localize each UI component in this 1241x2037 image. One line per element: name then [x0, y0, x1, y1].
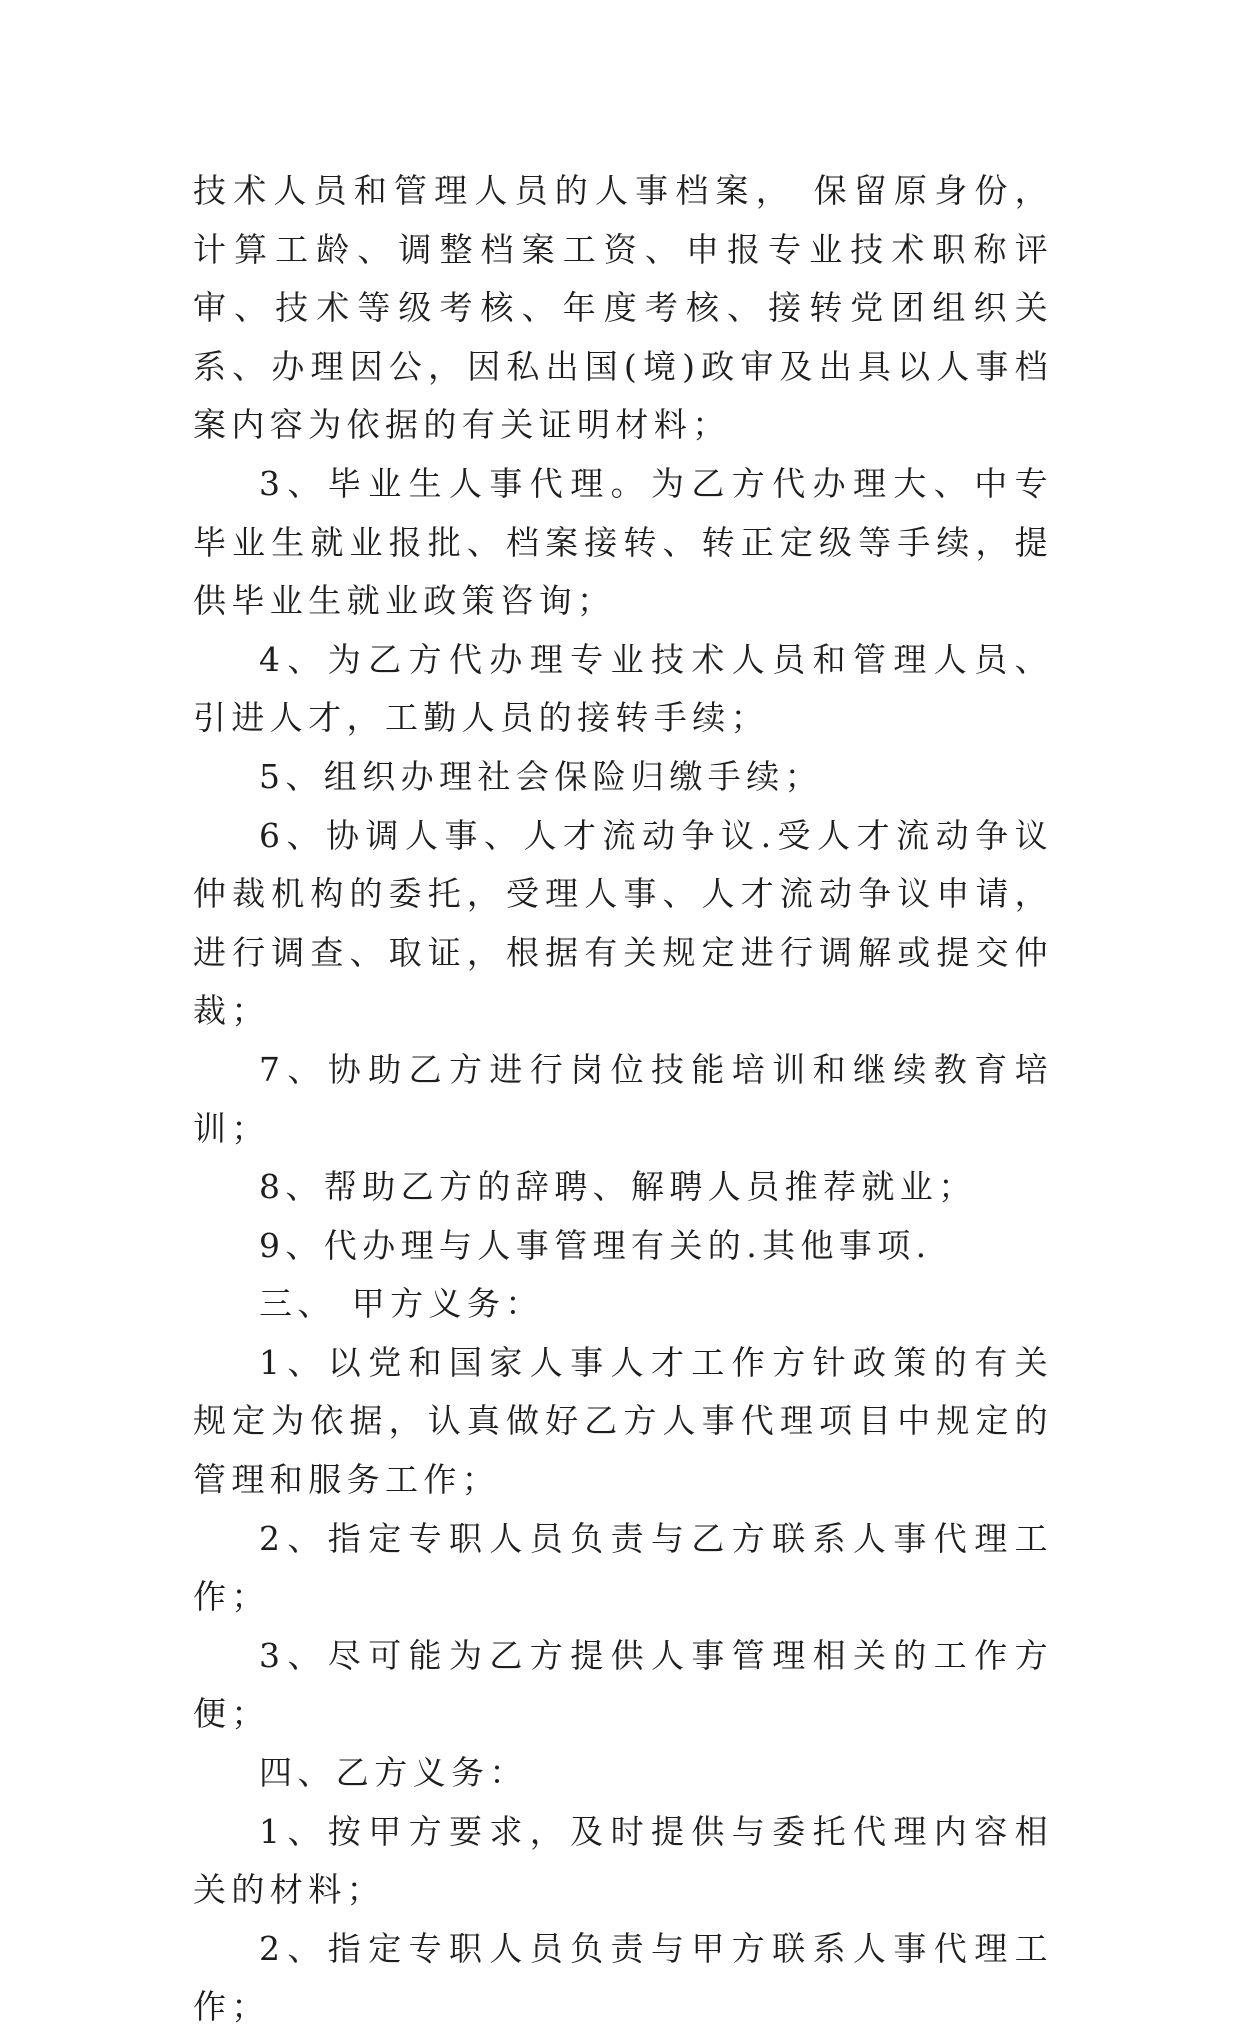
paragraph-party-b-1: 1、按甲方要求，及时提供与委托代理内容相关的材料；	[193, 1811, 1053, 1910]
paragraph-party-a-2: 2、指定专职人员负责与乙方联系人事代理工作；	[193, 1518, 1053, 1617]
paragraph-item-8: 8、帮助乙方的辞聘、解聘人员推荐就业；	[259, 1167, 977, 1207]
paragraph-item-7: 7、协助乙方进行岗位技能培训和继续教育培训；	[193, 1049, 1053, 1148]
document-body	[193, 162, 1053, 2037]
section-heading-party-b-obligations: 四、乙方义务：	[259, 1753, 528, 1793]
paragraph-party-b-2: 2、指定专职人员负责与甲方联系人事代理工作；	[193, 1928, 1053, 2027]
paragraph-item-5: 5、组织办理社会保险归缴手续；	[259, 756, 823, 796]
paragraph-item-6: 6、协调人事、人才流动争议.受人才流动争议仲裁机构的委托，受理人事、人才流动争议申请，进行调查、取证，根据有关规定进行调解或提交仲裁；	[193, 815, 1053, 1031]
paragraph-item-3: 3、毕业生人事代理。为乙方代办理大、中专毕业生就业报批、档案接转、转正定级等手续，提供毕业生就业政策咨询；	[193, 463, 1053, 621]
paragraph-party-a-3: 3、尽可能为乙方提供人事管理相关的工作方便；	[193, 1635, 1053, 1734]
paragraph-party-a-1: 1、以党和国家人事人才工作方针政策的有关规定为依据，认真做好乙方人事代理项目中规定的管理和服务工作；	[193, 1342, 1053, 1500]
paragraph-item-9: 9、代办理与人事管理有关的.其他事项.	[259, 1225, 932, 1265]
paragraph-item-4: 4、为乙方代办理专业技术人员和管理人员、引进人才，工勤人员的接转手续；	[193, 639, 1053, 738]
paragraph-continuation: 技术人员和管理人员的人事档案， 保留原身份，计算工龄、调整档案工资、申报专业技术职称评审、技术等级考核、年度考核、接转党团组织关系、办理因公，因私出国(境)政审及出具以人事档案内容为依据的有关证明材料；	[193, 171, 1053, 445]
section-heading-party-a-obligations: 三、 甲方义务：	[259, 1284, 544, 1324]
